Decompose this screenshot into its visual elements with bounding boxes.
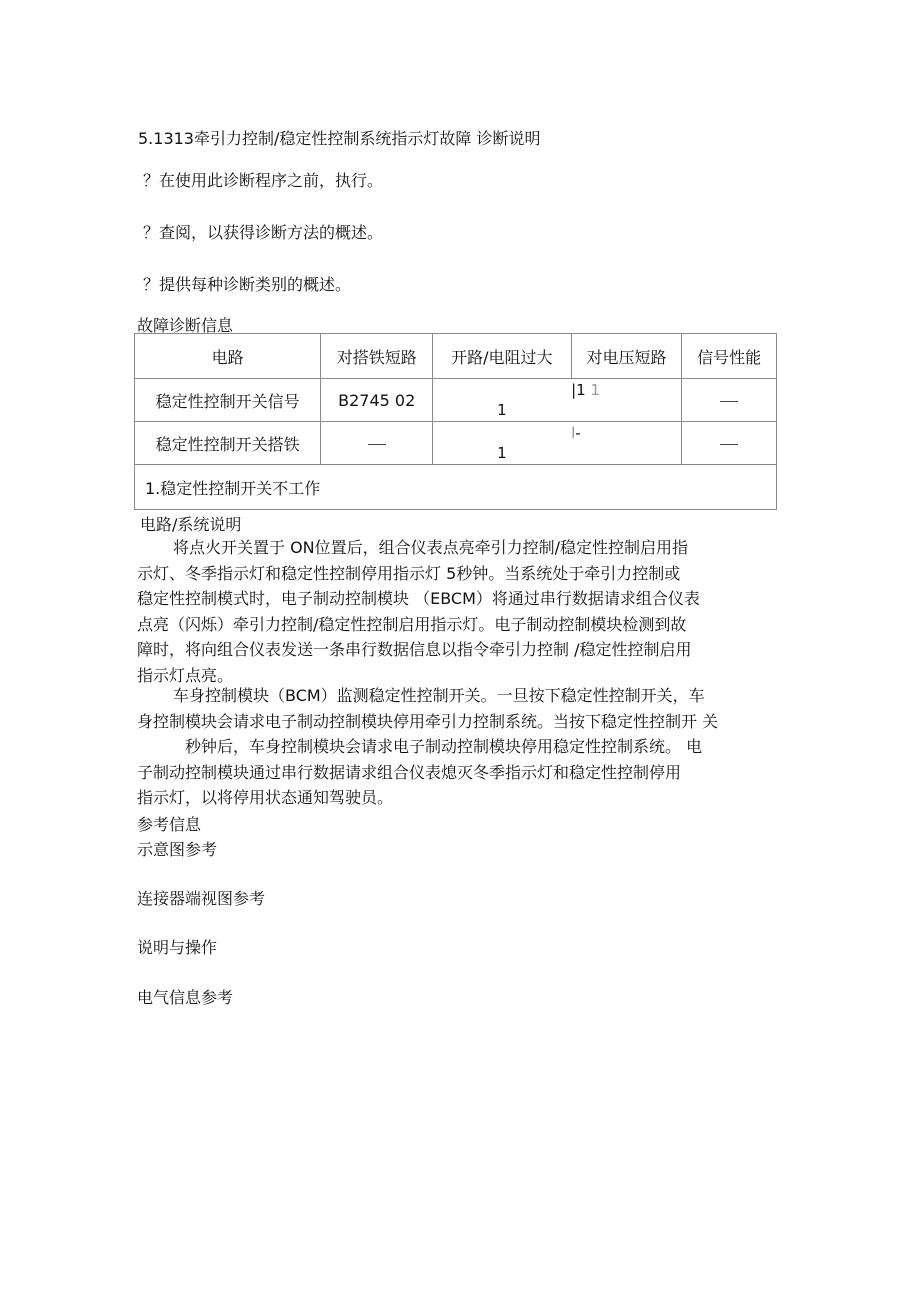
row-circuit-name: 稳定性控制开关信号: [135, 379, 321, 422]
reference-item: 示意图参考: [137, 840, 218, 859]
circuit-paragraph-2: [137, 683, 718, 811]
paragraph-line: 示灯、冬季指示灯和稳定性控制停用指示灯 5秒钟。当系统处于牵引力控制或: [137, 563, 681, 583]
row-signal-dash: [682, 422, 777, 465]
table-note: 1.稳定性控制开关不工作: [135, 465, 777, 510]
row-signal-dash: [682, 379, 777, 422]
header-signal-performance: 信号性能: [682, 334, 777, 379]
paragraph-line: 障时，将向组合仪表发送一条串行数据信息以指令牵引力控制 /稳定性控制启用: [137, 640, 692, 659]
reference-item: 连接器端视图参考: [137, 889, 266, 908]
paragraph-line: 指示灯点亮。: [137, 665, 234, 685]
reference-item: 电气信息参考: [137, 988, 234, 1007]
paragraph-line: 稳定性控制模式时，电子制动控制模块 （EBCM）将通过串行数据请求组合仪表: [137, 589, 700, 608]
row-short-ground-code: B2745 02: [321, 379, 433, 422]
table-header-row: [135, 334, 777, 379]
footnote-mark: 1: [497, 444, 507, 462]
bullet-item: ？查阅，以获得诊断方法的概述。: [143, 223, 384, 242]
row-open-voltage-cell: [433, 379, 682, 422]
header-short-to-voltage: 对电压短路: [571, 334, 682, 379]
diagnostic-table: [134, 333, 777, 510]
diagnostic-info-heading: 故障诊断信息: [137, 316, 234, 335]
circuit-description-heading: 电路/系统说明: [140, 515, 242, 534]
row-circuit-name: 稳定性控制开关搭铁: [135, 422, 321, 465]
header-circuit: 电路: [135, 334, 321, 379]
paragraph-line: 指示灯，以将停用状态通知驾驶员。: [137, 788, 394, 807]
header-short-to-ground: 对搭铁短路: [321, 334, 433, 379]
footnote-mark: 1: [497, 401, 507, 419]
header-open-high-resistance: 开路/电阻过大: [433, 334, 572, 379]
circuit-paragraph-1: [137, 535, 700, 688]
document-title: 5.1313牵引力控制/稳定性控制系统指示灯故障 诊断说明: [138, 129, 541, 148]
dash-mark: [368, 444, 386, 445]
table-note-row: [135, 465, 777, 510]
row-open-voltage-cell: [433, 422, 682, 465]
table-row: [135, 379, 777, 422]
paragraph-line: 身控制模块会请求电子制动控制模块停用牵引力控制系统。当按下稳定性控制开 关: [137, 711, 719, 731]
row-short-ground-dash: [321, 422, 433, 465]
paragraph-line: 点亮（闪烁）牵引力控制/稳定性控制启用指示灯。电子制动控制模块检测到故: [137, 614, 687, 634]
paragraph-line: 车身控制模块（BCM）监测稳定性控制开关。一旦按下稳定性控制开关，车: [173, 686, 705, 705]
reference-item: 说明与操作: [137, 938, 218, 957]
paragraph-line: 子制动控制模块通过串行数据请求组合仪表熄灭冬季指示灯和稳定性控制停用: [137, 762, 682, 782]
table-row: [135, 422, 777, 465]
reference-heading: 参考信息: [137, 815, 202, 834]
paragraph-line: 秒钟后，车身控制模块会请求电子制动控制模块停用稳定性控制系统。 电: [185, 737, 703, 756]
bullet-item: ？提供每种诊断类别的概述。: [143, 275, 352, 294]
footnote-mark: l-: [571, 424, 581, 442]
paragraph-line: 将点火开关置于 ON位置后，组合仪表点亮牵引力控制/稳定性控制启用指: [173, 538, 689, 557]
footnote-mark: |1 1: [571, 381, 601, 399]
dash-mark: [720, 444, 738, 445]
bullet-item: ？在使用此诊断程序之前，执行。: [143, 171, 384, 190]
dash-mark: [720, 401, 738, 402]
